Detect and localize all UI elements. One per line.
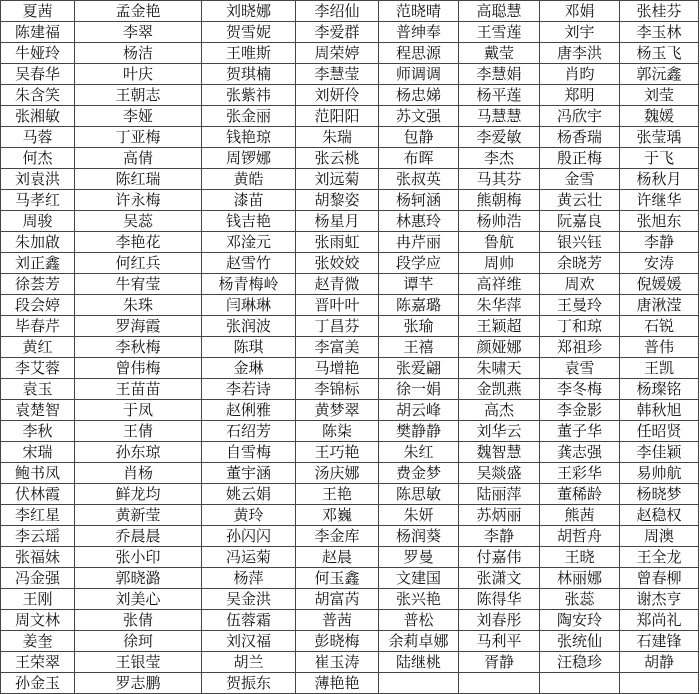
table-row (1, 127, 699, 148)
name-cell (379, 673, 459, 694)
name-cell: 闫琳琳 (202, 295, 296, 316)
table-row (1, 484, 699, 505)
name-cell: 张桂芬 (620, 1, 699, 22)
name-cell: 冉芹丽 (379, 232, 459, 253)
name-cell: 林丽娜 (540, 568, 620, 589)
name-cell: 汪稳珍 (540, 652, 620, 673)
name-cell: 李翠 (75, 22, 202, 43)
name-cell: 张湘敏 (1, 106, 75, 127)
name-cell: 周澳 (620, 526, 699, 547)
name-cell: 师调调 (379, 64, 459, 85)
name-cell: 袁雪 (540, 358, 620, 379)
name-cell: 伍蓉霜 (202, 610, 296, 631)
name-cell: 鲍书凤 (1, 463, 75, 484)
name-cell: 晋叶叶 (296, 295, 379, 316)
name-cell: 王颖超 (459, 316, 540, 337)
name-cell: 董子华 (540, 421, 620, 442)
name-cell: 王朝志 (75, 85, 202, 106)
name-cell: 郑祖珍 (540, 337, 620, 358)
name-cell: 颜娅娜 (459, 337, 540, 358)
name-cell: 李佳颖 (620, 442, 699, 463)
name-cell: 刘正鑫 (1, 253, 75, 274)
name-cell: 朱珠 (75, 295, 202, 316)
name-cell: 刘宇 (540, 22, 620, 43)
name-cell: 龚志强 (540, 442, 620, 463)
name-cell: 肖昀 (540, 64, 620, 85)
name-cell: 唐李洪 (540, 43, 620, 64)
name-cell: 李艾蓉 (1, 358, 75, 379)
name-cell: 王彩华 (540, 463, 620, 484)
name-cell: 许永梅 (75, 190, 202, 211)
name-cell: 金凯燕 (459, 379, 540, 400)
name-cell: 马孝红 (1, 190, 75, 211)
table-row (1, 526, 699, 547)
name-cell: 陆丽萍 (459, 484, 540, 505)
name-cell: 胡兰 (202, 652, 296, 673)
table-row (1, 421, 699, 442)
name-cell: 刘汉福 (202, 631, 296, 652)
name-cell: 张旭东 (620, 211, 699, 232)
name-cell: 李玉林 (620, 22, 699, 43)
name-cell: 钱吉艳 (202, 211, 296, 232)
name-cell: 阮嘉良 (540, 211, 620, 232)
name-cell: 马蓉 (1, 127, 75, 148)
name-cell: 马利平 (459, 631, 540, 652)
name-cell: 郑尚礼 (620, 610, 699, 631)
name-cell: 安涛 (620, 253, 699, 274)
name-cell: 倪媛媛 (620, 274, 699, 295)
name-cell: 马增艳 (296, 358, 379, 379)
name-cell: 张莹瑀 (620, 127, 699, 148)
name-cell: 杨平莲 (459, 85, 540, 106)
name-cell: 谭芊 (379, 274, 459, 295)
name-cell: 张统仙 (540, 631, 620, 652)
name-cell: 唐湫滢 (620, 295, 699, 316)
name-cell: 张潇文 (459, 568, 540, 589)
name-cell: 王凯 (620, 358, 699, 379)
name-cell: 高倩 (75, 148, 202, 169)
name-cell: 徐珂 (75, 631, 202, 652)
name-cell: 王倩 (75, 421, 202, 442)
name-cell: 吴燚盛 (459, 463, 540, 484)
name-cell: 杨秋月 (620, 169, 699, 190)
name-cell: 赵晨 (296, 547, 379, 568)
name-cell: 杨忠娣 (379, 85, 459, 106)
name-cell: 王苗苗 (75, 379, 202, 400)
table-row (1, 85, 699, 106)
name-cell: 张兴艳 (379, 589, 459, 610)
name-cell: 宋瑞 (1, 442, 75, 463)
name-cell: 黄玲 (202, 505, 296, 526)
name-cell: 胡静 (620, 652, 699, 673)
name-cell: 董稀龄 (540, 484, 620, 505)
name-cell: 李静 (620, 232, 699, 253)
table-row (1, 148, 699, 169)
name-cell: 张爱翩 (379, 358, 459, 379)
name-cell: 丁亚梅 (75, 127, 202, 148)
name-cell: 董宇涵 (202, 463, 296, 484)
name-cell: 高杰 (459, 400, 540, 421)
table-row (1, 1, 699, 22)
name-cell: 徐荟芳 (1, 274, 75, 295)
name-cell: 王禧 (379, 337, 459, 358)
name-cell: 刘妍伶 (296, 85, 379, 106)
table-row (1, 673, 699, 694)
name-cell: 马其芬 (459, 169, 540, 190)
name-cell: 周荣婷 (296, 43, 379, 64)
name-cell: 王全龙 (620, 547, 699, 568)
name-cell: 普绅奉 (379, 22, 459, 43)
name-cell: 于凤 (75, 400, 202, 421)
name-cell: 李爱敏 (459, 127, 540, 148)
name-cell: 许继华 (620, 190, 699, 211)
name-cell: 伏林霞 (1, 484, 75, 505)
name-cell: 漆苗 (202, 190, 296, 211)
name-cell: 周骏 (1, 211, 75, 232)
name-cell: 李杰 (459, 148, 540, 169)
name-cell: 陈红瑞 (75, 169, 202, 190)
name-cell: 王雪莲 (459, 22, 540, 43)
name-cell: 胡哲舟 (540, 526, 620, 547)
name-cell: 王艳 (296, 484, 379, 505)
name-cell: 赵雪竹 (202, 253, 296, 274)
name-cell: 杨璨铭 (620, 379, 699, 400)
name-cell: 汤庆娜 (296, 463, 379, 484)
name-cell: 张雨虹 (296, 232, 379, 253)
name-cell: 张姣姣 (296, 253, 379, 274)
name-cell: 吴春华 (1, 64, 75, 85)
name-cell: 张瑜 (379, 316, 459, 337)
table-row (1, 22, 699, 43)
name-cell: 熊朝梅 (459, 190, 540, 211)
name-cell: 邓巍 (296, 505, 379, 526)
name-cell: 冯欣宇 (540, 106, 620, 127)
name-cell: 袁玉 (1, 379, 75, 400)
name-cell: 王曼玲 (540, 295, 620, 316)
name-cell: 张润波 (202, 316, 296, 337)
name-cell: 殷正梅 (540, 148, 620, 169)
name-cell: 陈琪 (202, 337, 296, 358)
name-cell: 贺琪楠 (202, 64, 296, 85)
name-cell (540, 673, 620, 694)
name-cell: 李爱群 (296, 22, 379, 43)
name-cell: 高祥维 (459, 274, 540, 295)
name-cell: 朱含笑 (1, 85, 75, 106)
name-cell: 周欢 (540, 274, 620, 295)
name-cell: 魏媛 (620, 106, 699, 127)
name-cell: 樊静静 (379, 421, 459, 442)
table-row (1, 169, 699, 190)
table-row (1, 190, 699, 211)
name-cell: 钱艳琼 (202, 127, 296, 148)
table-row (1, 253, 699, 274)
name-cell: 金琳 (202, 358, 296, 379)
name-cell: 李冬梅 (540, 379, 620, 400)
name-cell: 李锦标 (296, 379, 379, 400)
name-cell: 贺振东 (202, 673, 296, 694)
name-cell: 彭晓梅 (296, 631, 379, 652)
name-cell: 鲁航 (459, 232, 540, 253)
name-cell: 贺雪妮 (202, 22, 296, 43)
name-cell: 刘春彤 (459, 610, 540, 631)
table-row (1, 316, 699, 337)
name-cell: 杨润葵 (379, 526, 459, 547)
name-cell: 孙东琼 (75, 442, 202, 463)
name-cell: 赵稳权 (620, 505, 699, 526)
name-cell: 李艳花 (75, 232, 202, 253)
name-cell: 孟金艳 (75, 1, 202, 22)
name-cell: 袁楚智 (1, 400, 75, 421)
name-cell: 张倩 (75, 610, 202, 631)
name-cell: 张蕊 (540, 589, 620, 610)
name-cell: 冯金强 (1, 568, 75, 589)
name-cell: 刘袁洪 (1, 169, 75, 190)
name-cell: 林惠玲 (379, 211, 459, 232)
name-cell: 牛宥莹 (75, 274, 202, 295)
name-cell: 马慧慧 (459, 106, 540, 127)
name-cell: 石建锋 (620, 631, 699, 652)
name-cell: 孙金玉 (1, 673, 75, 694)
name-cell: 朱红 (379, 442, 459, 463)
name-cell: 冯运菊 (202, 547, 296, 568)
name-cell: 陈嘉璐 (379, 295, 459, 316)
name-cell: 牛娅玲 (1, 43, 75, 64)
name-cell: 陈得华 (459, 589, 540, 610)
name-cell: 胡黎姿 (296, 190, 379, 211)
table-row (1, 400, 699, 421)
name-cell: 石锐 (620, 316, 699, 337)
name-cell: 朱加啟 (1, 232, 75, 253)
name-cell: 姜奎 (1, 631, 75, 652)
name-cell: 自雪梅 (202, 442, 296, 463)
name-cell: 于飞 (620, 148, 699, 169)
name-cell: 段会婷 (1, 295, 75, 316)
name-cell: 普茜 (296, 610, 379, 631)
name-cell: 赵青微 (296, 274, 379, 295)
name-cell: 王刚 (1, 589, 75, 610)
name-cell: 段学应 (379, 253, 459, 274)
name-cell: 余莉卓娜 (379, 631, 459, 652)
name-cell: 邓淦元 (202, 232, 296, 253)
name-cell: 张叔英 (379, 169, 459, 190)
name-cell: 张金丽 (202, 106, 296, 127)
name-cell: 陈思敏 (379, 484, 459, 505)
name-cell: 邓娟 (540, 1, 620, 22)
name-cell: 刘晓娜 (202, 1, 296, 22)
name-cell: 郑明 (540, 85, 620, 106)
name-cell: 张紫祎 (202, 85, 296, 106)
name-cell: 肖杨 (75, 463, 202, 484)
name-table-body (1, 1, 699, 694)
table-row (1, 589, 699, 610)
name-cell: 丁和琼 (540, 316, 620, 337)
name-cell: 韩秋旭 (620, 400, 699, 421)
name-cell: 范阳阳 (296, 106, 379, 127)
name-cell: 张小印 (75, 547, 202, 568)
name-cell: 李若诗 (202, 379, 296, 400)
name-cell: 夏茜 (1, 1, 75, 22)
name-cell: 杨帅浩 (459, 211, 540, 232)
name-cell: 徐一娟 (379, 379, 459, 400)
name-cell: 文建国 (379, 568, 459, 589)
table-row (1, 232, 699, 253)
name-cell: 李娅 (75, 106, 202, 127)
name-cell: 罗志鹏 (75, 673, 202, 694)
name-cell: 曾伟梅 (75, 358, 202, 379)
name-cell: 杨晓梦 (620, 484, 699, 505)
table-row (1, 358, 699, 379)
name-cell: 李静 (459, 526, 540, 547)
name-cell: 朱华萍 (459, 295, 540, 316)
name-cell: 余晓芳 (540, 253, 620, 274)
name-cell: 何杰 (1, 148, 75, 169)
table-row (1, 274, 699, 295)
name-cell: 张云桃 (296, 148, 379, 169)
name-cell: 杨轲涵 (379, 190, 459, 211)
name-cell: 金雪 (540, 169, 620, 190)
name-cell: 刘远菊 (296, 169, 379, 190)
name-cell: 朱瑞 (296, 127, 379, 148)
table-row (1, 379, 699, 400)
name-cell: 鲜龙均 (75, 484, 202, 505)
name-cell: 李秋 (1, 421, 75, 442)
name-cell: 罗海霞 (75, 316, 202, 337)
table-row (1, 652, 699, 673)
name-cell: 陈柒 (296, 421, 379, 442)
name-cell: 布晖 (379, 148, 459, 169)
name-cell: 胡富芮 (296, 589, 379, 610)
name-cell: 姚云娟 (202, 484, 296, 505)
table-row (1, 610, 699, 631)
name-cell: 王唯斯 (202, 43, 296, 64)
name-cell: 杨洁 (75, 43, 202, 64)
name-cell: 杨青梅岭 (202, 274, 296, 295)
name-cell: 郭晓潞 (75, 568, 202, 589)
table-row (1, 442, 699, 463)
name-cell: 黄皓 (202, 169, 296, 190)
name-cell: 罗曼 (379, 547, 459, 568)
name-cell: 周帅 (459, 253, 540, 274)
name-cell: 李金影 (540, 400, 620, 421)
name-cell: 王银莹 (75, 652, 202, 673)
name-cell: 付嘉伟 (459, 547, 540, 568)
table-row (1, 106, 699, 127)
name-cell: 丁昌芬 (296, 316, 379, 337)
name-cell: 费金梦 (379, 463, 459, 484)
name-cell: 陶安玲 (540, 610, 620, 631)
name-cell: 黄新莹 (75, 505, 202, 526)
name-cell: 叶庆 (75, 64, 202, 85)
name-cell: 石绍芳 (202, 421, 296, 442)
name-cell: 胡云峰 (379, 400, 459, 421)
name-cell: 张福妹 (1, 547, 75, 568)
name-cell: 普松 (379, 610, 459, 631)
name-cell: 苏文强 (379, 106, 459, 127)
name-cell: 戴莹 (459, 43, 540, 64)
name-cell: 程思源 (379, 43, 459, 64)
name-cell: 何玉鑫 (296, 568, 379, 589)
name-cell: 熊茜 (540, 505, 620, 526)
table-row (1, 568, 699, 589)
name-cell: 李慧娟 (459, 64, 540, 85)
name-cell: 刘莹 (620, 85, 699, 106)
table-row (1, 505, 699, 526)
name-cell: 李云瑶 (1, 526, 75, 547)
name-cell: 周锣娜 (202, 148, 296, 169)
table-row (1, 547, 699, 568)
table-row (1, 43, 699, 64)
name-cell: 吴金洪 (202, 589, 296, 610)
name-cell: 李富美 (296, 337, 379, 358)
name-cell: 黄梦翠 (296, 400, 379, 421)
name-cell: 李慧莹 (296, 64, 379, 85)
name-cell: 杨萍 (202, 568, 296, 589)
name-cell (459, 673, 540, 694)
name-cell: 孙闪闪 (202, 526, 296, 547)
name-cell: 朱啸天 (459, 358, 540, 379)
name-cell: 任昭贤 (620, 421, 699, 442)
name-cell: 黄云壮 (540, 190, 620, 211)
name-cell: 赵俐雅 (202, 400, 296, 421)
table-row (1, 631, 699, 652)
name-cell: 乔晨晨 (75, 526, 202, 547)
name-cell: 杨香瑞 (540, 127, 620, 148)
name-cell: 易帅航 (620, 463, 699, 484)
table-row (1, 295, 699, 316)
name-cell: 吴蕊 (75, 211, 202, 232)
name-cell: 胥静 (459, 652, 540, 673)
name-cell: 崔玉涛 (296, 652, 379, 673)
name-cell: 李金库 (296, 526, 379, 547)
name-cell: 普伟 (620, 337, 699, 358)
name-cell: 何红兵 (75, 253, 202, 274)
name-cell: 刘美心 (75, 589, 202, 610)
name-cell: 王巧艳 (296, 442, 379, 463)
name-cell: 李秋梅 (75, 337, 202, 358)
name-cell: 王晓 (540, 547, 620, 568)
name-cell: 毕春芹 (1, 316, 75, 337)
name-cell: 谢杰亨 (620, 589, 699, 610)
name-cell: 黄红 (1, 337, 75, 358)
name-cell: 陆继桃 (379, 652, 459, 673)
name-cell: 曾春柳 (620, 568, 699, 589)
name-cell: 朱妍 (379, 505, 459, 526)
name-cell: 包静 (379, 127, 459, 148)
name-cell (620, 673, 699, 694)
name-cell: 刘华云 (459, 421, 540, 442)
table-row (1, 64, 699, 85)
name-cell: 高聪慧 (459, 1, 540, 22)
name-cell: 苏炳丽 (459, 505, 540, 526)
table-row (1, 463, 699, 484)
name-cell: 郭沅鑫 (620, 64, 699, 85)
name-cell: 李绍仙 (296, 1, 379, 22)
name-cell: 周文林 (1, 610, 75, 631)
name-cell: 杨星月 (296, 211, 379, 232)
name-cell: 陈建福 (1, 22, 75, 43)
name-cell: 薄艳艳 (296, 673, 379, 694)
table-row (1, 211, 699, 232)
name-cell: 杨玉飞 (620, 43, 699, 64)
name-cell: 范晓晴 (379, 1, 459, 22)
name-cell: 李红星 (1, 505, 75, 526)
name-cell: 魏智慧 (459, 442, 540, 463)
name-cell: 王荣翠 (1, 652, 75, 673)
name-cell: 银兴钰 (540, 232, 620, 253)
table-row (1, 337, 699, 358)
